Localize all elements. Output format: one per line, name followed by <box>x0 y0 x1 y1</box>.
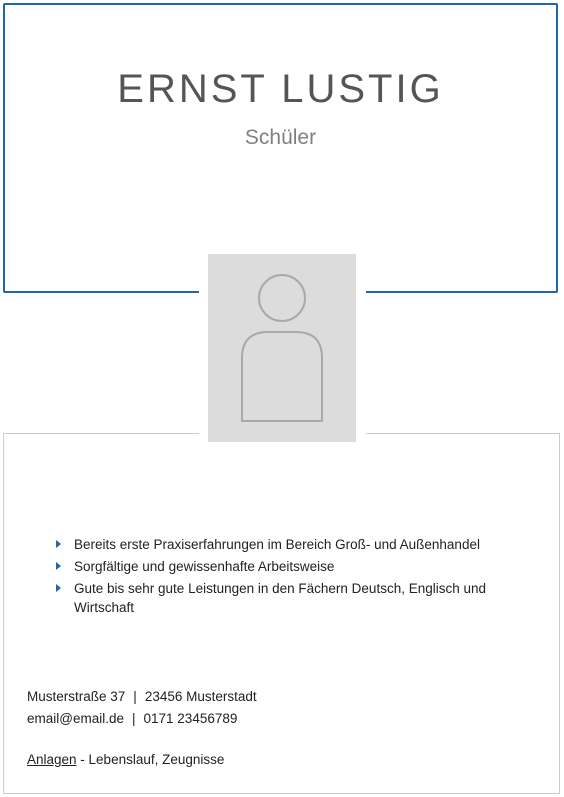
address-line <box>27 686 257 708</box>
person-placeholder-icon <box>208 254 356 442</box>
list-item <box>52 535 502 554</box>
bullet-arrow-icon <box>56 562 61 570</box>
profile-photo-placeholder <box>208 254 356 442</box>
attachments-items: - Lebenslauf, Zeugnisse <box>76 752 225 767</box>
separator: | <box>132 711 136 726</box>
separator: | <box>133 689 137 704</box>
attachments-label: Anlagen <box>27 752 77 767</box>
contact-line <box>27 708 257 730</box>
attachments-line <box>27 752 224 767</box>
phone: 0171 23456789 <box>143 711 238 726</box>
bullet-arrow-icon <box>56 584 61 592</box>
highlight-text: Sorgfältige und gewissenhafte Arbeitsweise <box>74 559 335 574</box>
highlight-text: Bereits erste Praxiserfahrungen im Bereich Groß- und Außenhandel <box>74 537 480 552</box>
header-frame <box>3 3 558 293</box>
candidate-role: Schüler <box>244 126 317 149</box>
list-item <box>52 557 502 576</box>
contact-block <box>27 686 257 730</box>
street: Musterstraße 37 <box>27 689 126 704</box>
highlights-list <box>52 535 502 620</box>
bullet-arrow-icon <box>56 540 61 548</box>
list-item <box>52 579 502 617</box>
email[interactable]: email@email.de <box>27 711 124 726</box>
candidate-name: ERNST LUSTIG <box>117 67 444 111</box>
city: 23456 Musterstadt <box>144 689 257 704</box>
highlight-text: Gute bis sehr gute Leistungen in den Fächern Deutsch, Englisch und Wirtschaft <box>74 581 487 615</box>
